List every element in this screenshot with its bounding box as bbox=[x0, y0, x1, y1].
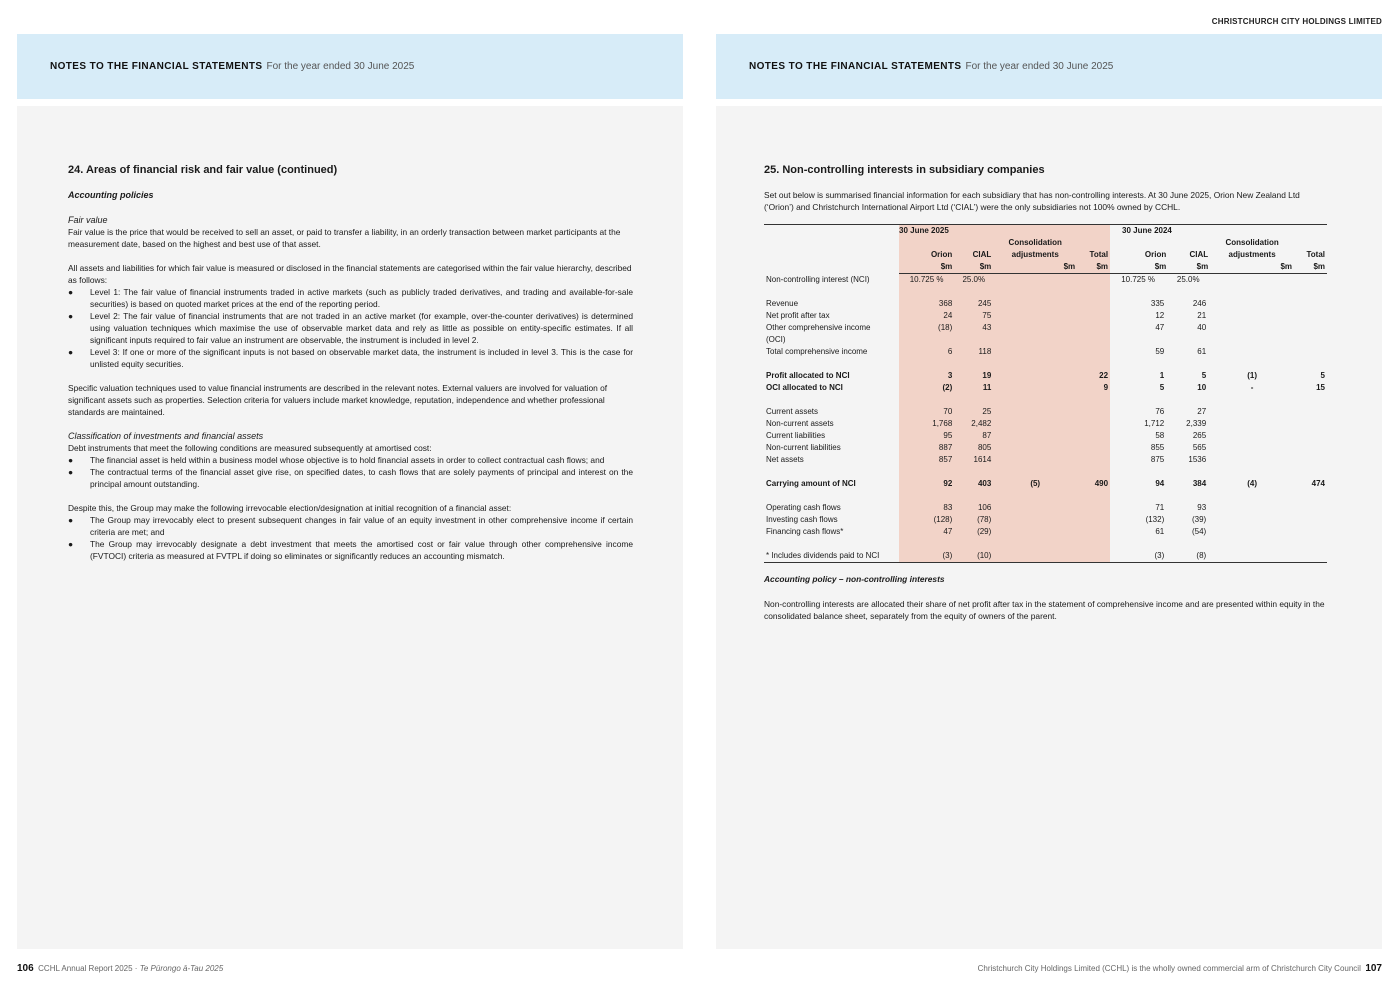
page-number: 107 bbox=[1365, 963, 1382, 974]
table-cell bbox=[993, 442, 1077, 454]
table-cell bbox=[993, 310, 1077, 322]
table-cell bbox=[899, 334, 954, 346]
table-cell: 1,768 bbox=[899, 418, 954, 430]
table-cell: 106 bbox=[954, 502, 993, 514]
classification-intro: Debt instruments that meet the following conditions are measured subsequently at amortised cost: bbox=[68, 443, 432, 453]
list-item: ● Level 2: The fair value of financial instruments that are not traded in an active market (for example, over-the-counter derivatives) is determined using valuation techniques which maximise the use of observable market data and rely as little as possible on entity-specific estimates. If all significant inputs required to fair value an instrument are observable, the instrument is included in level 2. bbox=[68, 311, 633, 345]
table-cell bbox=[1210, 274, 1294, 287]
table-cell: 93 bbox=[1197, 503, 1207, 512]
col-cial: CIAL bbox=[1189, 250, 1209, 259]
conditions-list bbox=[68, 454, 633, 490]
table-cell bbox=[1210, 442, 1294, 454]
table-cell: 474 bbox=[1311, 479, 1325, 488]
table-header-row bbox=[764, 249, 1327, 261]
table-cell: 2,482 bbox=[954, 418, 993, 430]
list-item: ● Level 1: The fair value of financial instruments traded in active markets (such as publicly traded derivatives, and trading and available-for-sale securities) is based on quoted market prices at the end of the reporting period. bbox=[68, 287, 633, 309]
table-cell: 19 bbox=[954, 370, 993, 382]
table-cell bbox=[1294, 310, 1327, 322]
table-cell: 5 bbox=[1201, 371, 1207, 380]
table-cell bbox=[1210, 298, 1294, 310]
table-cell bbox=[1077, 322, 1110, 334]
header-subtitle: For the year ended 30 June 2025 bbox=[965, 61, 1114, 72]
classification-heading: Classification of investments and financial assets bbox=[68, 431, 264, 441]
table-cell: (3) bbox=[899, 550, 954, 563]
table-cell bbox=[993, 430, 1077, 442]
footer-italic: Te Pūrongo ā-Tau 2025 bbox=[139, 964, 224, 973]
table-cell bbox=[1210, 418, 1294, 430]
section-heading: 25. Non-controlling interests in subsidiary companies bbox=[764, 164, 1045, 176]
unit-cell: $m bbox=[993, 261, 1077, 274]
table-cell bbox=[1077, 310, 1110, 322]
table-cell bbox=[1210, 346, 1294, 358]
table-cell: 6 bbox=[899, 346, 954, 358]
table-cell: 490 bbox=[1077, 478, 1110, 490]
right-page bbox=[716, 34, 1382, 949]
table-cell: (2) bbox=[899, 382, 954, 394]
table-cell bbox=[993, 514, 1077, 526]
table-cell: 71 bbox=[1155, 503, 1165, 512]
table-cell bbox=[993, 334, 1077, 346]
policy-heading: Accounting policy – non-controlling interests bbox=[764, 574, 945, 584]
spacer-row bbox=[764, 394, 1327, 406]
hierarchy-intro: All assets and liabilities for which fair value is measured or disclosed in the financial statements are categorised within the fair value hierarchy, described as follows: bbox=[68, 263, 632, 285]
company-name: CHRISTCHURCH CITY HOLDINGS LIMITED bbox=[1211, 17, 1382, 26]
row-label: OCI allocated to NCI bbox=[766, 383, 843, 392]
table-row bbox=[764, 334, 1327, 346]
table-cell: (18) bbox=[899, 322, 954, 334]
table-cell: (39) bbox=[1191, 515, 1207, 524]
col-orion: Orion bbox=[1144, 250, 1167, 259]
table-cell: 95 bbox=[899, 430, 954, 442]
table-row bbox=[764, 430, 1327, 442]
table-row bbox=[764, 406, 1327, 418]
table-row bbox=[764, 298, 1327, 310]
table-cell: 805 bbox=[954, 442, 993, 454]
fair-value-heading: Fair value bbox=[68, 215, 108, 225]
table-cell: 10.725 % bbox=[899, 274, 954, 287]
table-cell bbox=[1210, 430, 1294, 442]
policy-paragraph: Non-controlling interests are allocated their share of net profit after tax in the statement of comprehensive income and are presented within equity in the consolidated balance sheet, separately from the equity of owners of the parent. bbox=[764, 599, 1325, 621]
table-cell bbox=[1294, 526, 1327, 538]
table-cell: (1) bbox=[1247, 371, 1257, 380]
table-cell bbox=[1294, 346, 1327, 358]
table-cell bbox=[1294, 514, 1327, 526]
table-cell: 40 bbox=[1197, 323, 1207, 332]
table-cell: (4) bbox=[1247, 479, 1257, 488]
right-footer bbox=[978, 963, 1382, 974]
table-cell: 25 bbox=[954, 406, 993, 418]
note-25 bbox=[764, 163, 1329, 622]
table-cell bbox=[1210, 334, 1294, 346]
table-cell bbox=[1294, 418, 1327, 430]
table-cell bbox=[1210, 322, 1294, 334]
table-cell bbox=[1294, 454, 1327, 466]
table-cell bbox=[1077, 442, 1110, 454]
nci-table bbox=[764, 224, 1327, 563]
table-cell: 3 bbox=[899, 370, 954, 382]
row-label: Net assets bbox=[766, 455, 804, 464]
table-cell: 75 bbox=[954, 310, 993, 322]
table-cell: 887 bbox=[899, 442, 954, 454]
table-cell bbox=[1077, 274, 1110, 287]
table-cell: 855 bbox=[1150, 443, 1165, 452]
table-cell: 70 bbox=[899, 406, 954, 418]
table-cell: 27 bbox=[1197, 407, 1207, 416]
table-cell bbox=[1077, 454, 1110, 466]
table-cell bbox=[993, 322, 1077, 334]
row-label: Carrying amount of NCI bbox=[766, 479, 856, 488]
unit-cell: $m bbox=[1210, 261, 1294, 274]
table-row bbox=[764, 442, 1327, 454]
table-cell: 368 bbox=[899, 298, 954, 310]
table-cell: 76 bbox=[1155, 407, 1165, 416]
period-2024: 30 June 2024 bbox=[1110, 225, 1210, 238]
table-cell bbox=[1077, 430, 1110, 442]
table-cell: 118 bbox=[954, 346, 993, 358]
footer-text: Christchurch City Holdings Limited (CCHL) is the wholly owned commercial arm of Christchurch City Council bbox=[977, 964, 1361, 973]
col-cial: CIAL bbox=[954, 249, 993, 261]
table-cell bbox=[1294, 322, 1327, 334]
table-cell: 565 bbox=[1192, 443, 1207, 452]
table-row bbox=[764, 514, 1327, 526]
table-row bbox=[764, 346, 1327, 358]
unit-cell: $m bbox=[1077, 261, 1110, 274]
table-cell: - bbox=[1250, 383, 1254, 392]
page-body bbox=[716, 106, 1382, 949]
table-cell: 25.0% bbox=[1176, 275, 1200, 284]
col-consolidation: Consolidation bbox=[1225, 238, 1279, 247]
page-body bbox=[17, 106, 683, 949]
table-cell bbox=[1210, 514, 1294, 526]
list-item: ● The financial asset is held within a business model whose objective is to hold financial assets in order to collect contractual cash flows; and bbox=[68, 455, 605, 465]
table-cell bbox=[1210, 550, 1294, 563]
spacer-row bbox=[764, 466, 1327, 478]
list-item: ● Level 3: If one or more of the significant inputs is not based on observable market data, the instrument is included in level 3. This is the case for unlisted equity securities. bbox=[68, 347, 633, 369]
row-label: Financing cash flows* bbox=[766, 527, 844, 536]
table-cell: 246 bbox=[1192, 299, 1207, 308]
table-cell bbox=[1168, 334, 1210, 346]
row-label: Other comprehensive income bbox=[766, 323, 871, 332]
note-24 bbox=[68, 163, 633, 574]
row-label: Non-controlling interest (NCI) bbox=[766, 275, 870, 284]
table-cell: (128) bbox=[899, 514, 954, 526]
list-item: ● The Group may irrevocably elect to present subsequent changes in fair value of an equity investment in other comprehensive income if certain criteria are met; and bbox=[68, 515, 633, 537]
table-cell bbox=[993, 274, 1077, 287]
table-row bbox=[764, 502, 1327, 514]
table-cell: 25.0% bbox=[954, 274, 993, 287]
table-cell: 61 bbox=[1197, 347, 1207, 356]
table-cell: (132) bbox=[1145, 515, 1165, 524]
left-footer bbox=[17, 963, 223, 974]
table-cell bbox=[1077, 298, 1110, 310]
table-cell: 92 bbox=[899, 478, 954, 490]
table-cell bbox=[1294, 502, 1327, 514]
row-label: Operating cash flows bbox=[766, 503, 841, 512]
table-cell: 12 bbox=[1155, 311, 1165, 320]
table-cell bbox=[1077, 526, 1110, 538]
unit-cell: $m bbox=[1110, 261, 1168, 274]
table-row bbox=[764, 478, 1327, 490]
table-cell bbox=[993, 526, 1077, 538]
table-header-row bbox=[764, 225, 1327, 238]
table-cell: (29) bbox=[954, 526, 993, 538]
table-cell: 1,712 bbox=[1144, 419, 1165, 428]
table-cell bbox=[1210, 526, 1294, 538]
table-cell: 58 bbox=[1155, 431, 1165, 440]
period-2025: 30 June 2025 bbox=[899, 225, 993, 238]
table-cell bbox=[1210, 502, 1294, 514]
table-cell: 21 bbox=[1197, 311, 1207, 320]
table-cell bbox=[993, 418, 1077, 430]
table-cell: 2,339 bbox=[1186, 419, 1207, 428]
header-title: NOTES TO THE FINANCIAL STATEMENTS bbox=[50, 61, 263, 72]
table-cell bbox=[993, 298, 1077, 310]
table-cell bbox=[1294, 442, 1327, 454]
row-label: Total comprehensive income bbox=[766, 347, 868, 356]
unit-cell: $m bbox=[1294, 261, 1327, 274]
table-row bbox=[764, 454, 1327, 466]
table-row bbox=[764, 310, 1327, 322]
table-row bbox=[764, 370, 1327, 382]
row-label: * Includes dividends paid to NCI bbox=[764, 550, 899, 563]
valuation-paragraph: Specific valuation techniques used to value financial instruments are described in the relevant notes. External valuers are involved for valuation of significant assets such as properties. Selection criteria for valuers include market knowledge, reputation, independence and whether professional standards are maintained. bbox=[68, 383, 608, 417]
table-cell: 9 bbox=[1077, 382, 1110, 394]
table-cell bbox=[1294, 334, 1327, 346]
table-cell bbox=[993, 550, 1077, 563]
table-header-row bbox=[764, 237, 1327, 249]
table-cell: 59 bbox=[1155, 347, 1165, 356]
table-cell: 335 bbox=[1150, 299, 1165, 308]
table-cell bbox=[1210, 310, 1294, 322]
footer-text: CCHL Annual Report 2025 · bbox=[38, 964, 138, 973]
table-cell bbox=[1077, 550, 1110, 563]
row-label: Revenue bbox=[766, 299, 799, 308]
table-cell bbox=[1294, 550, 1327, 563]
table-cell: 265 bbox=[1192, 431, 1207, 440]
table-cell bbox=[993, 406, 1077, 418]
table-cell: 87 bbox=[954, 430, 993, 442]
table-row bbox=[764, 418, 1327, 430]
table-cell: 875 bbox=[1150, 455, 1165, 464]
table-cell bbox=[993, 370, 1077, 382]
left-page bbox=[17, 34, 683, 949]
unit-cell: $m bbox=[1168, 261, 1210, 274]
table-cell bbox=[1077, 406, 1110, 418]
table-cell bbox=[993, 346, 1077, 358]
row-label: Profit allocated to NCI bbox=[766, 371, 850, 380]
col-adjustments: adjustments bbox=[993, 249, 1077, 261]
election-intro: Despite this, the Group may make the following irrevocable election/designation at initial recognition of a financial asset: bbox=[68, 503, 512, 513]
col-total: Total bbox=[1077, 249, 1110, 261]
table-cell: 1614 bbox=[954, 454, 993, 466]
table-cell: 857 bbox=[899, 454, 954, 466]
table-cell: 94 bbox=[1155, 479, 1165, 488]
table-cell: (10) bbox=[954, 550, 993, 563]
table-cell bbox=[1110, 334, 1168, 346]
header-title: NOTES TO THE FINANCIAL STATEMENTS bbox=[749, 61, 962, 72]
table-cell: (54) bbox=[1191, 527, 1207, 536]
table-cell: 22 bbox=[1077, 370, 1110, 382]
table-cell: 245 bbox=[954, 298, 993, 310]
table-cell bbox=[993, 382, 1077, 394]
table-cell bbox=[993, 454, 1077, 466]
table-cell: (3) bbox=[1110, 550, 1168, 563]
table-cell: (78) bbox=[954, 514, 993, 526]
table-unit-row bbox=[764, 261, 1327, 274]
col-orion: Orion bbox=[899, 249, 954, 261]
table-row bbox=[764, 322, 1327, 334]
unit-cell: $m bbox=[954, 261, 993, 274]
spacer-row bbox=[764, 538, 1327, 550]
table-cell bbox=[1077, 334, 1110, 346]
row-label: Current assets bbox=[766, 407, 819, 416]
row-label: Current liabilities bbox=[766, 431, 826, 440]
table-cell: 11 bbox=[954, 382, 993, 394]
intro-paragraph: Set out below is summarised financial information for each subsidiary that has non-controlling interests. At 30 June 2025, Orion New Zealand Ltd (‘Orion’) and Christchurch International Airport Ltd (‘CIAL’) were the only subsidiaries not 100% owned by CCHL. bbox=[764, 190, 1300, 212]
table-cell: 15 bbox=[1316, 383, 1325, 392]
table-cell: 384 bbox=[1192, 479, 1207, 488]
table-cell bbox=[1294, 298, 1327, 310]
elections-list bbox=[68, 514, 633, 562]
table-cell bbox=[1077, 346, 1110, 358]
table-cell: 61 bbox=[1155, 527, 1165, 536]
table-row bbox=[764, 274, 1327, 287]
table-cell bbox=[1294, 274, 1327, 287]
list-item: ● The contractual terms of the financial asset give rise, on specified dates, to cash flows that are solely payments of principal and interest on the principal amount outstanding. bbox=[68, 467, 633, 489]
table-cell: 83 bbox=[899, 502, 954, 514]
spacer-row bbox=[764, 490, 1327, 502]
col-total: Total bbox=[1306, 250, 1325, 259]
fair-value-definition: Fair value is the price that would be received to sell an asset, or paid to transfer a liability, in an orderly transaction between market participants at the measurement date, based on the highest and best use of that asset. bbox=[68, 227, 621, 249]
table-cell bbox=[954, 334, 993, 346]
unit-cell: $m bbox=[899, 261, 954, 274]
table-cell bbox=[1077, 514, 1110, 526]
table-cell: 47 bbox=[1155, 323, 1165, 332]
table-cell bbox=[1077, 418, 1110, 430]
header-subtitle: For the year ended 30 June 2025 bbox=[266, 61, 415, 72]
table-cell: 1 bbox=[1159, 371, 1165, 380]
table-cell: 5 bbox=[1159, 383, 1165, 392]
page-header bbox=[716, 34, 1382, 99]
table-row bbox=[764, 526, 1327, 538]
table-cell bbox=[1210, 454, 1294, 466]
row-label: Non-current assets bbox=[766, 419, 834, 428]
col-adjustments: adjustments bbox=[1228, 250, 1276, 259]
table-cell bbox=[1294, 430, 1327, 442]
page-number: 106 bbox=[17, 963, 34, 974]
table-cell bbox=[1294, 406, 1327, 418]
row-label: Net profit after tax bbox=[766, 311, 830, 320]
table-cell bbox=[993, 502, 1077, 514]
row-label: Investing cash flows bbox=[766, 515, 838, 524]
table-cell: 403 bbox=[954, 478, 993, 490]
row-label: Non-current liabilities bbox=[766, 443, 841, 452]
table-cell: 10 bbox=[1197, 383, 1207, 392]
col-consolidation: Consolidation bbox=[993, 237, 1077, 249]
table-cell: 43 bbox=[954, 322, 993, 334]
table-row bbox=[764, 382, 1327, 394]
table-cell bbox=[1210, 406, 1294, 418]
hierarchy-levels-list bbox=[68, 286, 633, 370]
table-cell bbox=[1077, 502, 1110, 514]
list-item: ● The Group may irrevocably designate a debt investment that meets the amortised cost or fair value through other comprehensive income (FVTOCI) criteria as measured at FVTPL if doing so eliminates or significantly reduces an accounting mismatch. bbox=[68, 539, 633, 561]
table-cell: (8) bbox=[1168, 550, 1210, 563]
table-cell: 10.725 % bbox=[1121, 275, 1156, 284]
accounting-policies-heading: Accounting policies bbox=[68, 190, 154, 200]
spacer-row bbox=[764, 358, 1327, 370]
page-header bbox=[17, 34, 683, 99]
table-cell: 24 bbox=[899, 310, 954, 322]
table-cell: 1536 bbox=[1188, 455, 1207, 464]
section-heading: 24. Areas of financial risk and fair value (continued) bbox=[68, 164, 338, 176]
row-label: (OCI) bbox=[766, 335, 786, 344]
table-cell: (5) bbox=[993, 478, 1077, 490]
spacer-row bbox=[764, 286, 1327, 298]
table-row bbox=[764, 550, 1327, 563]
table-cell: 47 bbox=[899, 526, 954, 538]
table-cell: 5 bbox=[1320, 371, 1325, 380]
